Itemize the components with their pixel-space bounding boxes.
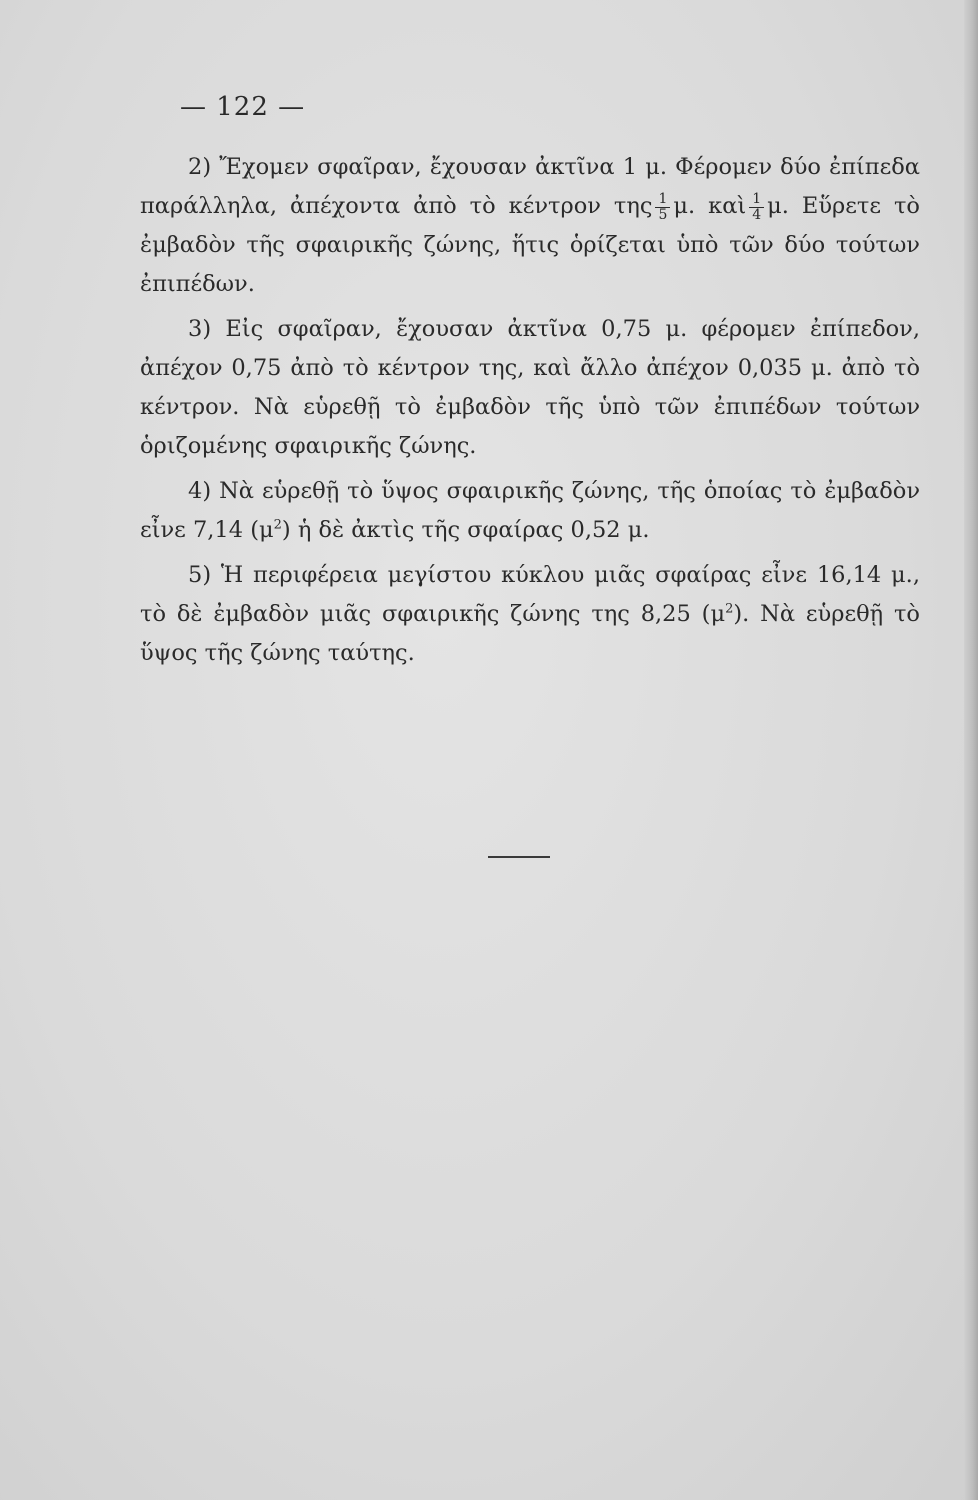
- fraction-denominator: 4: [752, 206, 762, 223]
- section-end-rule: [488, 856, 550, 858]
- problem-4-text-a: 4) Νὰ εὑρεθῇ τὸ ὕψος σφαιρικῆς ζώνης, τῆς ὁποίας τὸ ἐμβαδὸν εἶνε 7,14 (μ: [140, 478, 920, 543]
- problem-2: [140, 148, 920, 304]
- problem-4-text-b: ) ἡ δὲ ἀκτὶς τῆς σφαίρας 0,52 μ.: [281, 517, 650, 543]
- page-number: — 122 —: [180, 92, 306, 122]
- fraction-numerator: 1: [749, 192, 764, 208]
- problem-3: 3) Εἰς σφαῖραν, ἔχουσαν ἀκτῖνα 0,75 μ. φέρομεν ἐπίπεδον, ἀπέχον 0,75 ἀπὸ τὸ κέντρον της, καὶ ἄλλο ἀπέχον 0,035 μ. ἀπὸ τὸ κέντρον. Νὰ εὑρεθῇ τὸ ἐμβαδὸν τῆς ὑπὸ τῶν ἐπιπέδων τούτων ὁριζομένης σφαιρικῆς ζώνης.: [140, 316, 920, 459]
- fraction-one-quarter: [749, 192, 764, 223]
- problem-2-text-c: μ. Εὕρετε τὸ ἐμβαδὸν τῆς σφαιρικῆς ζώνης, ἥτις ὁρίζεται ὑπὸ τῶν δύο τούτων ἐπιπέδων.: [140, 193, 920, 297]
- exponent: 2: [273, 517, 282, 533]
- exponent: 2: [725, 601, 734, 617]
- problem-5-text-b: ). Νὰ εὑρεθῇ τὸ ὕψος τῆς ζώνης ταύτης.: [140, 601, 920, 666]
- problem-list: [140, 148, 920, 673]
- problem-4: [140, 472, 920, 550]
- fraction-denominator: 5: [658, 206, 668, 223]
- fraction-numerator: 1: [655, 192, 670, 208]
- page-edge-shadow: [964, 0, 978, 1500]
- problem-5: [140, 556, 920, 673]
- problem-5-text-a: 5) Ἡ περιφέρεια μεγίστου κύκλου μιᾶς σφαίρας εἶνε 16,14 μ., τὸ δὲ ἐμβαδὸν μιᾶς σφαιρικῆς ζώνης της 8,25 (μ: [140, 562, 920, 627]
- problem-2-text-a: 2) Ἔχομεν σφαῖραν, ἔχουσαν ἀκτῖνα 1 μ. Φέρομεν δύο ἐπίπεδα παράλληλα, ἀπέχοντα ἀπὸ τὸ κέντρον της: [140, 154, 920, 219]
- problem-2-text-b: μ. καὶ: [673, 193, 747, 219]
- fraction-one-fifth: [655, 192, 670, 223]
